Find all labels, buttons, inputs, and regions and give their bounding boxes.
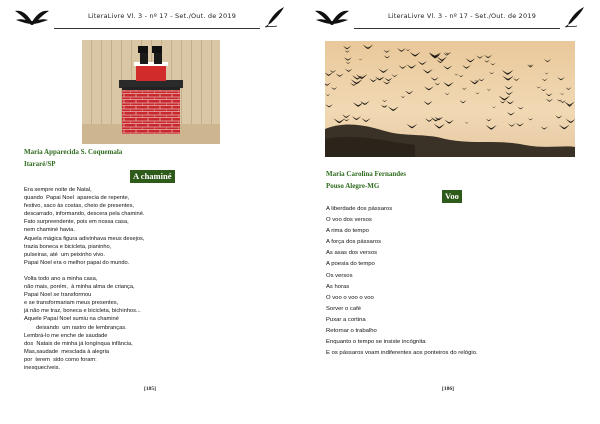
poem-line: trazia boneca e bicicleta, pianinho, bbox=[24, 243, 112, 250]
poem-line: Volta todo ano a minha casa, bbox=[24, 275, 98, 282]
header-divider bbox=[54, 28, 260, 29]
author-name: Maria Apparecida S. Coquemala bbox=[24, 148, 123, 156]
poem-body bbox=[24, 186, 144, 372]
poem-line: deixando um rastro de lembranças. bbox=[36, 324, 127, 331]
header-title: LiteraLivre Vl. 3 - nº 17 - Set./Out. de 2019 bbox=[387, 12, 537, 20]
poem-line: A poesia do tempo bbox=[326, 261, 375, 268]
poem-line: Puxar a cortina bbox=[326, 316, 366, 323]
poem-line: não mais, porém, à minha alma de criança, bbox=[24, 284, 135, 291]
poem-line: O voo o voo o voo bbox=[326, 294, 374, 301]
poem-line: As horas bbox=[326, 283, 350, 290]
poem-line: Enquanto o tempo se insiste incógnita bbox=[326, 339, 426, 346]
author-place: Pouso Alegre-MG bbox=[326, 182, 380, 190]
poem-line: A força dos pássaros bbox=[326, 239, 382, 246]
poem-line: Era sempre noite de Natal, bbox=[24, 187, 92, 193]
page-header bbox=[314, 6, 586, 32]
quill-pen-icon bbox=[564, 6, 586, 28]
poem-line: inesquecíveis. bbox=[24, 364, 61, 371]
poem-line: dos Natais de minha já longínqua infância, bbox=[24, 340, 133, 347]
poem-line: Lembrá-lo me enche de saudade bbox=[24, 332, 108, 339]
poem-line: Aquela mágica figura adivinhava meus desejos, bbox=[24, 235, 145, 242]
poem-line: quando Papai Noel aparecia de repente, bbox=[24, 195, 130, 202]
poem-line: nem chaminé havia. bbox=[24, 227, 75, 234]
poem-title: A chaminé bbox=[130, 170, 175, 183]
chimney-photo bbox=[82, 40, 220, 144]
poem-line: As asas dos versos bbox=[326, 250, 378, 257]
page-number: [186] bbox=[442, 386, 454, 392]
page-header bbox=[14, 6, 286, 32]
header-divider bbox=[354, 28, 560, 29]
poem-line: por terem sido como foram: bbox=[24, 356, 97, 363]
quill-pen-icon bbox=[264, 6, 286, 28]
poem-line: Aquele Papai Noel sumiu na chaminé bbox=[24, 316, 119, 323]
poem-line: Retornar o trabalho bbox=[326, 328, 377, 335]
author-place: Itararé/SP bbox=[24, 160, 56, 168]
poem-line: festivo, saco às costas, cheio de presentes, bbox=[24, 203, 135, 210]
poem-line: pulseiras, até um peixinho vivo. bbox=[24, 251, 105, 258]
page-number: [185] bbox=[144, 386, 156, 392]
dove-wings-icon bbox=[314, 8, 350, 28]
dove-wings-icon bbox=[14, 8, 50, 28]
poem-line: descarrado, informando, descera pela chaminé. bbox=[24, 211, 145, 218]
author-name: Maria Carolina Fernandes bbox=[326, 170, 406, 178]
poem-line: e se transformariam meus presentes, bbox=[24, 300, 119, 307]
poem-title: Voo bbox=[442, 190, 462, 203]
poem-line: A rima do tempo bbox=[326, 228, 369, 235]
poem-line: Fato surpreendente, pois em nossa casa, bbox=[24, 219, 129, 226]
poem-body bbox=[326, 204, 478, 359]
poem-line: Mas,saudade mesclada à alegria bbox=[24, 348, 110, 355]
poem-line: A liberdade dos pássaros bbox=[326, 206, 393, 212]
header-title: LiteraLivre Vl. 3 - nº 17 - Set./Out. de 2019 bbox=[87, 12, 237, 20]
poem-line: E os pássaros voam indiferentes aos ponteiros do relógio. bbox=[326, 350, 478, 357]
poem-line: Sorver o café bbox=[326, 305, 362, 312]
poem-line: O voo dos versos bbox=[326, 217, 372, 224]
poem-line: Os versos bbox=[326, 272, 353, 279]
poem-line: já não me traz, boneca e bicicleta, bichinhos... bbox=[24, 308, 141, 315]
birds-flock-photo bbox=[325, 41, 575, 157]
poem-line: Papai Noel se transformou bbox=[24, 292, 92, 299]
poem-line: Papai Noel era o melhor papai do mundo. bbox=[24, 259, 130, 266]
